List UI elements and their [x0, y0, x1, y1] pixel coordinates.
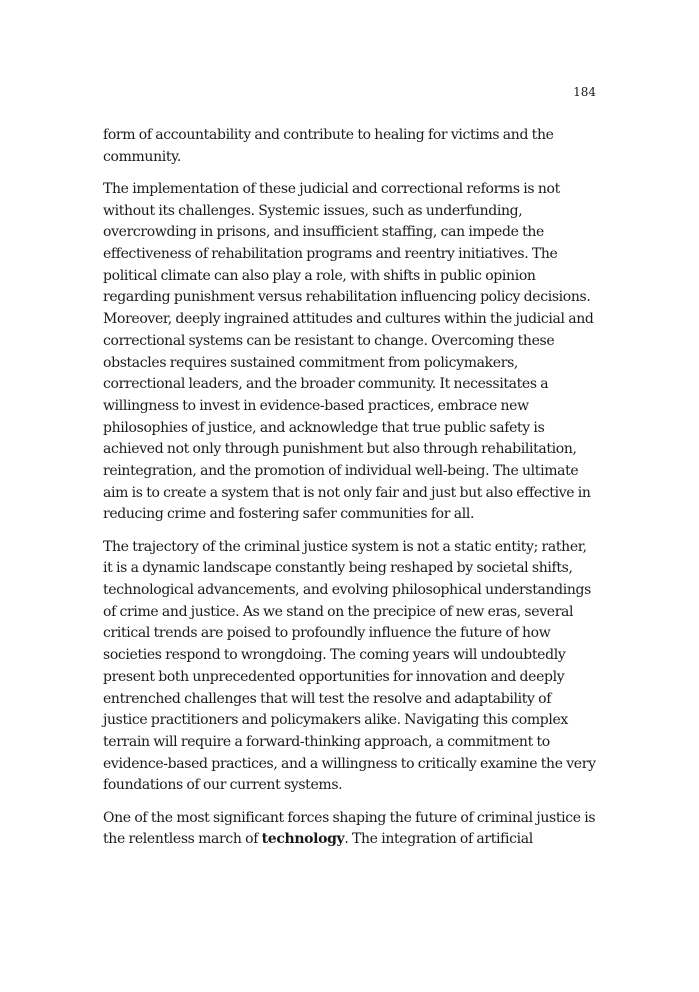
page-number: 184 [573, 85, 596, 99]
paragraph-3: The trajectory of the criminal justice system is not a static entity; rather, it is a dynamic landscape constantly being reshaped by societal shifts, technological advancements, and evolving philosophical understandings of crime and justice. As we stand on the precipice of new eras, several critical trends are poised to profoundly influence the future of how societies respond to wrongdoing. The coming years will undoubtedly present both unprecedented opportunities for innovation and deeply entrenched challenges that will test the resolve and adaptability of justice practitioners and policymakers alike. Navigating this complex terrain will require a forward-thinking approach, a commitment to evidence-based practices, and a willingness to critically examine the very foundations of our current systems. [103, 538, 596, 794]
paragraph-4-text-start: One of the most significant forces shaping the future of criminal justice is the relentless march of [103, 809, 596, 848]
paragraph-1: form of accountability and contribute to healing for victims and the community. [103, 127, 554, 165]
paragraph-4-text-end: . The integration of artificial [344, 831, 533, 848]
emphasized-term: technology [261, 831, 345, 848]
body-text [103, 125, 598, 862]
paragraph-2: The implementation of these judicial and correctional reforms is not without its challenges. Systemic issues, such as underfunding, overcrowding in prisons, and insufficient staffing, can impede the effectiveness of rehabilitation programs and reentry initiatives. The political climate can also play a role, with shifts in public opinion regarding punishment versus rehabilitation influencing policy decisions. Moreover, deeply ingrained attitudes and cultures within the judicial and correctional systems can be resistant to change. Overcoming these obstacles requires sustained commitment from policymakers, correctional leaders, and the broader community. It necessitates a willingness to invest in evidence-based practices, embrace new philosophies of justice, and acknowledge that true public safety is achieved not only through punishment but also through rehabilitation, reintegration, and the promotion of individual well-being. The ultimate aim is to create a system that is not only fair and just but also effective in reducing crime and fostering safer communities for all. [103, 180, 594, 523]
paragraph-4 [103, 808, 598, 851]
